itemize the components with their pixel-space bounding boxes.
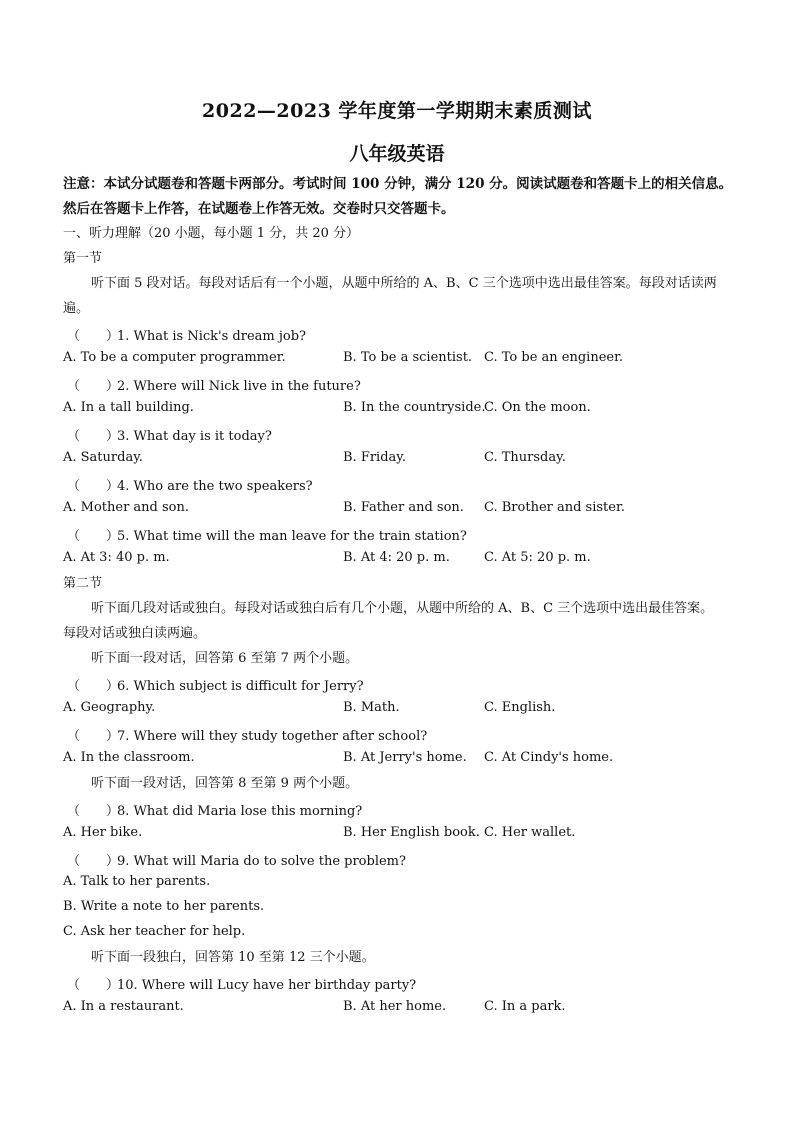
option-c: C. In a park. (484, 999, 566, 1014)
answer-blank[interactable]: （ ） (67, 804, 120, 819)
question-8 (67, 800, 362, 819)
part1-label: 第一节 (63, 251, 103, 266)
answer-blank[interactable]: （ ） (67, 429, 120, 444)
sub-instruction-2: 听下面一段对话，回答第 8 至第 9 两个小题。 (91, 776, 359, 791)
option-b: B. At Jerry's home. (343, 750, 467, 765)
part2-label: 第二节 (63, 576, 103, 591)
question-3 (67, 425, 272, 444)
option-c: C. Thursday. (484, 450, 566, 465)
option-c: C. Her wallet. (484, 825, 576, 840)
option-b: B. Write a note to her parents. (63, 899, 265, 914)
option-a: A. In a tall building. (63, 400, 194, 415)
question-7 (67, 725, 427, 744)
question-text: 5. What time will the man leave for the train station? (117, 529, 467, 544)
question-1 (67, 325, 306, 344)
option-a: A. In the classroom. (63, 750, 195, 765)
option-b: B. Father and son. (343, 500, 464, 515)
question-4 (67, 475, 313, 494)
option-b: B. At 4: 20 p. m. (343, 550, 450, 565)
section-heading: 一、听力理解（20 小题，每小题 1 分，共 20 分） (63, 226, 360, 241)
option-a: A. In a restaurant. (63, 999, 184, 1014)
answer-blank[interactable]: （ ） (67, 854, 120, 869)
answer-blank[interactable]: （ ） (67, 479, 120, 494)
sub-instruction-3: 听下面一段独白，回答第 10 至第 12 三个小题。 (91, 950, 375, 965)
answer-blank[interactable]: （ ） (67, 978, 120, 993)
question-9 (67, 850, 406, 869)
question-text: 2. Where will Nick live in the future? (117, 379, 361, 394)
option-b: B. To be a scientist. (343, 350, 473, 365)
answer-blank[interactable]: （ ） (67, 379, 120, 394)
question-6 (67, 675, 364, 694)
option-b: B. At her home. (343, 999, 447, 1014)
option-a: A. Talk to her parents. (63, 874, 211, 889)
option-b: B. Friday. (343, 450, 407, 465)
option-c: C. English. (484, 700, 556, 715)
option-c: C. To be an engineer. (484, 350, 623, 365)
option-c: C. At Cindy's home. (484, 750, 614, 765)
question-2 (67, 375, 361, 394)
exam-notice: 注意：本试分试题卷和答题卡两部分。考试时间 100 分钟，满分 120 分。阅读试题卷和答题卡上的相关信息。然后在答题卡上作答，在试题卷上作答无效。交卷时只交答题卡。 (63, 176, 733, 217)
option-b: B. Her English book. (343, 825, 480, 840)
option-a: A. To be a computer programmer. (63, 350, 286, 365)
exam-title: 2022—2023 学年度第一学期期末素质测试 (202, 100, 592, 122)
sub-instruction-1: 听下面一段对话，回答第 6 至第 7 两个小题。 (91, 651, 359, 666)
part1-instruction: 听下面 5 段对话。每段对话后有一个小题，从题中所给的 A、B、C 三个选项中选出最佳答案。每段对话读两遍。 (63, 276, 717, 316)
question-text: 3. What day is it today? (117, 429, 272, 444)
part2-instruction: 听下面几段对话或独白。每段对话或独白后有几个小题，从题中所给的 A、B、C 三个选项中选出最佳答案。每段对话或独白读两遍。 (63, 601, 714, 641)
option-a: A. Geography. (63, 700, 156, 715)
option-b: B. Math. (343, 700, 400, 715)
question-text: 4. Who are the two speakers? (117, 479, 313, 494)
option-a: A. Her bike. (63, 825, 143, 840)
answer-blank[interactable]: （ ） (67, 329, 120, 344)
question-text: 7. Where will they study together after school? (117, 729, 428, 744)
option-c: C. Ask her teacher for help. (63, 924, 246, 939)
option-a: A. At 3: 40 p. m. (63, 550, 170, 565)
option-c: C. At 5: 20 p. m. (484, 550, 591, 565)
question-text: 10. Where will Lucy have her birthday party? (117, 978, 417, 993)
question-text: 6. Which subject is difficult for Jerry? (117, 679, 364, 694)
option-a: A. Mother and son. (63, 500, 190, 515)
exam-subtitle: 八年级英语 (349, 143, 445, 165)
answer-blank[interactable]: （ ） (67, 679, 120, 694)
answer-blank[interactable]: （ ） (67, 729, 120, 744)
question-text: 1. What is Nick's dream job? (117, 329, 306, 344)
option-a: A. Saturday. (63, 450, 143, 465)
option-c: C. Brother and sister. (484, 500, 625, 515)
answer-blank[interactable]: （ ） (67, 529, 120, 544)
question-text: 8. What did Maria lose this morning? (117, 804, 363, 819)
option-b: B. In the countryside. (343, 400, 486, 415)
question-10 (67, 974, 416, 993)
question-text: 9. What will Maria do to solve the problem? (117, 854, 406, 869)
option-c: C. On the moon. (484, 400, 591, 415)
question-5 (67, 525, 467, 544)
